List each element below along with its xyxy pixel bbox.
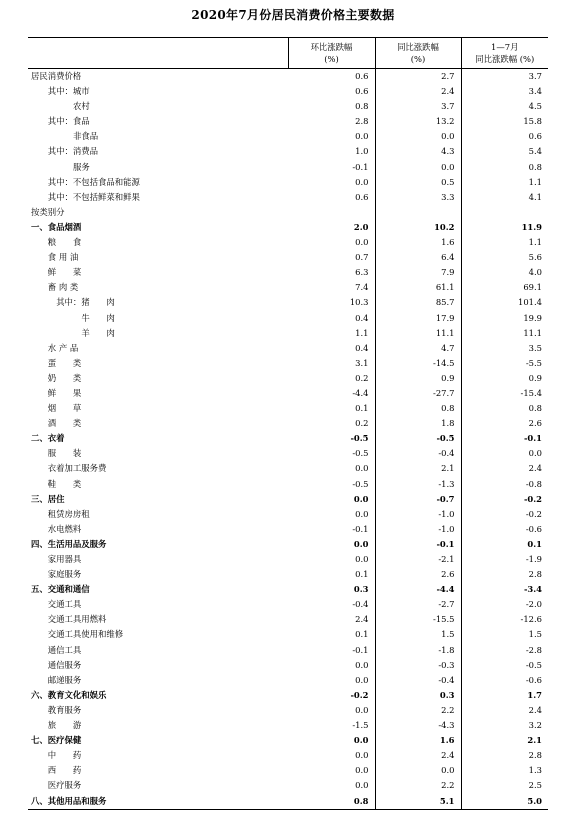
- row-yoy-value: 85.7: [375, 295, 461, 310]
- row-mom-value: 0.0: [288, 492, 375, 507]
- row-mom-value: 0.1: [288, 401, 375, 416]
- row-ytd-value: 4.1: [528, 191, 542, 202]
- row-label: 家庭服务: [47, 569, 82, 580]
- row-ytd-value: -1.9: [525, 554, 542, 564]
- row-yoy-value: -14.5: [375, 356, 461, 371]
- row-ytd-value: 1.1: [528, 176, 542, 187]
- row-ytd-value: 3.5: [528, 342, 542, 353]
- row-label: 酒 类: [47, 418, 82, 429]
- row-mom-value: 0.0: [288, 778, 375, 793]
- table-row: [28, 567, 548, 582]
- table-row: [28, 144, 548, 159]
- row-label: 交通工具用燃料: [47, 614, 107, 625]
- row-mom-value: 3.1: [288, 356, 375, 371]
- row-label: 服务: [73, 161, 90, 172]
- row-yoy-value: -0.5: [375, 431, 461, 446]
- row-ytd-value: -0.5: [525, 659, 542, 670]
- row-ytd-value: 2.1: [527, 735, 542, 746]
- row-mom-value: -0.1: [288, 160, 375, 175]
- row-yoy-value: -4.4: [375, 582, 461, 597]
- row-mom-value: 0.1: [288, 627, 375, 642]
- row-mom-value: 0.0: [288, 235, 375, 250]
- row-label: 服 装: [47, 448, 82, 459]
- row-yoy-value: 2.4: [375, 84, 461, 99]
- row-yoy-value: -0.4: [375, 446, 461, 461]
- table-row: [28, 477, 548, 492]
- table-row: [28, 658, 548, 673]
- row-ytd-value: 0.0: [528, 448, 542, 459]
- row-mom-value: 0.0: [288, 175, 375, 190]
- row-ytd-value: 5.4: [528, 146, 542, 157]
- row-mom-value: 0.0: [288, 552, 375, 567]
- row-yoy-value: 5.1: [375, 794, 461, 810]
- row-ytd-value: 1.5: [528, 629, 542, 640]
- row-label: 其中：不包括食品和能源: [47, 176, 140, 187]
- header-yoy-line2: (%): [410, 54, 426, 64]
- table-row: [28, 250, 548, 265]
- row-yoy-value: 6.4: [375, 250, 461, 265]
- row-label: 牛 肉: [81, 312, 115, 323]
- row-mom-value: 0.8: [288, 794, 375, 810]
- row-label: 家用器具: [47, 554, 82, 564]
- table-row: [28, 205, 548, 220]
- row-yoy-value: -2.1: [375, 552, 461, 567]
- row-mom-value: 2.4: [288, 612, 375, 627]
- row-ytd-value: 2.6: [528, 418, 542, 429]
- row-ytd-value: 2.5: [528, 780, 542, 791]
- table-row: [28, 160, 548, 175]
- table-row: [28, 220, 548, 235]
- row-ytd-value: 2.8: [528, 569, 542, 580]
- row-label: 其中：城市: [47, 86, 90, 97]
- row-mom-value: 0.7: [288, 250, 375, 265]
- row-mom-value: 0.4: [288, 311, 375, 326]
- row-mom-value: 0.6: [288, 84, 375, 99]
- row-label: 一、食品烟酒: [31, 221, 82, 232]
- row-yoy-value: 0.5: [375, 175, 461, 190]
- row-yoy-value: 2.6: [375, 567, 461, 582]
- row-mom-value: -0.4: [288, 597, 375, 612]
- row-label: 其中：猪 肉: [56, 297, 115, 308]
- table-row: [28, 401, 548, 416]
- row-mom-value: 2.8: [288, 114, 375, 129]
- table-row: [28, 794, 548, 810]
- row-yoy-value: 0.8: [375, 401, 461, 416]
- row-label: 食 用 油: [47, 252, 79, 263]
- row-ytd-value: 3.4: [528, 86, 542, 97]
- row-label: 交通工具: [47, 599, 82, 610]
- table-row: [28, 733, 548, 748]
- row-mom-value: 6.3: [288, 265, 375, 280]
- row-label: 水 产 品: [47, 342, 79, 353]
- table-row: [28, 84, 548, 99]
- row-ytd-value: 1.3: [528, 765, 542, 776]
- row-yoy-value: 17.9: [375, 311, 461, 326]
- header-ytd-line2: 同比涨跌幅 (%): [475, 54, 535, 64]
- row-yoy-value: -27.7: [375, 386, 461, 401]
- row-ytd-value: 2.4: [528, 463, 542, 474]
- row-label: 五、交通和通信: [31, 584, 90, 595]
- table-header-row: [28, 38, 548, 69]
- row-yoy-value: 0.3: [375, 688, 461, 703]
- row-yoy-value: -0.1: [375, 537, 461, 552]
- row-ytd-value: -15.4: [520, 387, 542, 398]
- row-mom-value: [288, 205, 375, 220]
- row-label: 三、居住: [31, 493, 65, 504]
- row-ytd-value: -3.4: [523, 584, 542, 595]
- row-mom-value: -4.4: [288, 386, 375, 401]
- row-mom-value: -0.2: [288, 688, 375, 703]
- table-row: [28, 326, 548, 341]
- row-mom-value: -0.1: [288, 643, 375, 658]
- row-label: 鲜 菜: [47, 267, 82, 278]
- row-ytd-value: 0.8: [528, 403, 542, 414]
- row-ytd-value: 1.1: [528, 237, 542, 248]
- row-mom-value: 0.0: [288, 537, 375, 552]
- row-ytd-value: 11.1: [523, 327, 542, 338]
- row-ytd-value: 69.1: [523, 282, 542, 293]
- table-row: [28, 537, 548, 552]
- table-row: [28, 69, 548, 85]
- row-yoy-value: 0.9: [375, 371, 461, 386]
- header-category: [28, 38, 288, 69]
- row-mom-value: 1.1: [288, 326, 375, 341]
- row-yoy-value: 10.2: [375, 220, 461, 235]
- row-mom-value: 0.8: [288, 99, 375, 114]
- row-yoy-value: 2.2: [375, 778, 461, 793]
- table-row: [28, 688, 548, 703]
- row-label: 二、衣着: [31, 433, 65, 444]
- row-mom-value: 0.0: [288, 673, 375, 688]
- row-ytd-value: -2.0: [525, 599, 542, 610]
- row-mom-value: 1.0: [288, 144, 375, 159]
- row-label: 八、其他用品和服务: [28, 794, 288, 810]
- table-row: [28, 175, 548, 190]
- row-yoy-value: -1.0: [375, 507, 461, 522]
- row-mom-value: -0.1: [288, 522, 375, 537]
- row-yoy-value: 2.1: [375, 461, 461, 476]
- row-label: 医疗服务: [47, 780, 82, 791]
- row-yoy-value: -2.7: [375, 597, 461, 612]
- row-mom-value: 0.2: [288, 371, 375, 386]
- row-label: 按类别分: [31, 206, 65, 217]
- row-label: 其中：消费品: [47, 146, 99, 157]
- table-row: [28, 597, 548, 612]
- row-ytd-value: 5.0: [461, 794, 548, 810]
- table-row: [28, 582, 548, 597]
- row-label: 七、医疗保健: [31, 735, 82, 746]
- row-mom-value: -0.5: [288, 431, 375, 446]
- table-row: [28, 627, 548, 642]
- row-yoy-value: 1.6: [375, 733, 461, 748]
- row-ytd-value: 11.9: [521, 221, 542, 232]
- row-ytd-value: 4.5: [528, 101, 542, 112]
- row-yoy-value: 2.2: [375, 703, 461, 718]
- row-yoy-value: 1.6: [375, 235, 461, 250]
- header-ytd: [461, 38, 548, 69]
- table-row: [28, 461, 548, 476]
- row-yoy-value: 1.8: [375, 416, 461, 431]
- header-mom: [288, 38, 375, 69]
- row-label: 教育服务: [47, 704, 82, 715]
- row-label: 农村: [73, 101, 90, 112]
- table-row: [28, 129, 548, 144]
- table-row: [28, 492, 548, 507]
- row-label: 水电燃料: [47, 523, 82, 534]
- row-yoy-value: 0.0: [375, 160, 461, 175]
- table-row: [28, 643, 548, 658]
- table-row: [28, 718, 548, 733]
- row-label: 粮 食: [47, 237, 82, 248]
- row-mom-value: 0.0: [288, 703, 375, 718]
- table-row: [28, 235, 548, 250]
- row-yoy-value: -1.3: [375, 477, 461, 492]
- row-ytd-value: 1.7: [527, 689, 542, 700]
- row-mom-value: 0.0: [288, 129, 375, 144]
- row-label: 租赁房房租: [47, 508, 90, 519]
- row-ytd-value: 3.7: [528, 71, 542, 81]
- table-row: [28, 371, 548, 386]
- row-yoy-value: -1.8: [375, 643, 461, 658]
- row-ytd-value: -0.6: [525, 674, 542, 685]
- row-yoy-value: 2.7: [375, 69, 461, 85]
- row-ytd-value: 3.2: [528, 720, 542, 731]
- row-yoy-value: 1.5: [375, 627, 461, 642]
- row-mom-value: 0.0: [288, 733, 375, 748]
- row-mom-value: 0.0: [288, 461, 375, 476]
- row-mom-value: 0.6: [288, 190, 375, 205]
- table-row: [28, 552, 548, 567]
- row-yoy-value: 2.4: [375, 748, 461, 763]
- table-row: [28, 311, 548, 326]
- row-label: 西 药: [47, 765, 82, 776]
- row-mom-value: 0.6: [288, 69, 375, 85]
- table-row: [28, 703, 548, 718]
- table-row: [28, 748, 548, 763]
- row-mom-value: 7.4: [288, 280, 375, 295]
- row-yoy-value: -15.5: [375, 612, 461, 627]
- header-mom-line2: (%): [324, 54, 339, 64]
- row-mom-value: 0.0: [288, 748, 375, 763]
- table-row: [28, 778, 548, 793]
- row-yoy-value: 0.0: [375, 129, 461, 144]
- row-ytd-value: -0.2: [525, 508, 542, 519]
- table-row: [28, 431, 548, 446]
- row-yoy-value: -0.4: [375, 673, 461, 688]
- row-label: 居民消费价格: [31, 71, 82, 81]
- row-mom-value: 0.4: [288, 341, 375, 356]
- row-yoy-value: 4.7: [375, 341, 461, 356]
- row-label: 鲜 果: [47, 387, 82, 398]
- header-mom-line1: 环比涨跌幅: [310, 42, 353, 52]
- row-label: 通信工具: [47, 644, 82, 655]
- row-label: 鞋 类: [47, 478, 82, 489]
- row-mom-value: -0.5: [288, 446, 375, 461]
- table-row: [28, 507, 548, 522]
- table-body: [28, 69, 548, 810]
- table-row: [28, 356, 548, 371]
- row-label: 衣着加工服务费: [47, 463, 107, 474]
- row-ytd-value: [461, 205, 548, 220]
- row-mom-value: 0.1: [288, 567, 375, 582]
- row-ytd-value: 0.9: [528, 372, 542, 383]
- row-ytd-value: 19.9: [523, 312, 542, 323]
- row-label: 交通工具使用和维修: [47, 629, 124, 640]
- row-yoy-value: -4.3: [375, 718, 461, 733]
- header-yoy-line1: 同比涨跌幅: [397, 42, 439, 52]
- row-label: 非食品: [73, 131, 99, 142]
- row-mom-value: 0.0: [288, 507, 375, 522]
- row-label: 羊 肉: [81, 327, 115, 338]
- row-ytd-value: 5.6: [528, 252, 542, 263]
- row-label: 四、生活用品及服务: [31, 538, 107, 549]
- row-ytd-value: -12.6: [520, 614, 542, 625]
- row-label: 中 药: [47, 750, 82, 761]
- table-row: [28, 612, 548, 627]
- row-yoy-value: -1.0: [375, 522, 461, 537]
- table-row: [28, 280, 548, 295]
- row-ytd-value: -2.8: [525, 644, 542, 655]
- row-yoy-value: 3.3: [375, 190, 461, 205]
- header-yoy: [375, 38, 461, 69]
- row-yoy-value: 7.9: [375, 265, 461, 280]
- table-row: [28, 114, 548, 129]
- table-row: [28, 416, 548, 431]
- row-label: 其中：食品: [47, 116, 90, 127]
- page-title: 2020年7月份居民消费价格主要数据: [191, 8, 395, 22]
- row-label: 奶 类: [47, 372, 82, 383]
- row-mom-value: 0.0: [288, 658, 375, 673]
- header-ytd-line1: 1—7月: [491, 42, 519, 52]
- row-ytd-value: 0.1: [527, 538, 542, 549]
- row-yoy-value: 61.1: [375, 280, 461, 295]
- row-mom-value: 0.2: [288, 416, 375, 431]
- table-row: [28, 295, 548, 310]
- row-mom-value: -0.5: [288, 477, 375, 492]
- row-yoy-value: 13.2: [375, 114, 461, 129]
- row-label: 畜 肉 类: [47, 282, 79, 293]
- row-ytd-value: 4.0: [528, 267, 542, 278]
- table-row: [28, 386, 548, 401]
- row-label: 旅 游: [47, 720, 82, 731]
- row-ytd-value: -0.6: [525, 523, 542, 534]
- row-ytd-value: -5.5: [525, 357, 542, 368]
- cpi-data-table: [28, 37, 548, 810]
- row-yoy-value: 11.1: [375, 326, 461, 341]
- row-yoy-value: -0.7: [375, 492, 461, 507]
- row-mom-value: 10.3: [288, 295, 375, 310]
- row-label: 烟 草: [47, 403, 82, 414]
- row-yoy-value: 0.0: [375, 763, 461, 778]
- table-row: [28, 99, 548, 114]
- row-label: 六、教育文化和娱乐: [31, 689, 107, 700]
- row-ytd-value: -0.2: [523, 493, 542, 504]
- row-label: 蛋 类: [47, 357, 82, 368]
- table-row: [28, 190, 548, 205]
- row-ytd-value: 101.4: [518, 297, 542, 308]
- table-row: [28, 341, 548, 356]
- row-yoy-value: -0.3: [375, 658, 461, 673]
- row-mom-value: 0.3: [288, 582, 375, 597]
- row-mom-value: -1.5: [288, 718, 375, 733]
- row-ytd-value: 0.6: [528, 131, 542, 142]
- row-ytd-value: -0.8: [525, 478, 542, 489]
- row-label: 通信服务: [47, 659, 82, 670]
- table-row: [28, 763, 548, 778]
- row-mom-value: 0.0: [288, 763, 375, 778]
- row-ytd-value: 2.8: [528, 750, 542, 761]
- row-mom-value: 2.0: [288, 220, 375, 235]
- row-ytd-value: 15.8: [523, 116, 542, 127]
- row-label: 邮递服务: [47, 674, 82, 685]
- row-yoy-value: [375, 205, 461, 220]
- table-row: [28, 446, 548, 461]
- row-yoy-value: 4.3: [375, 144, 461, 159]
- table-row: [28, 522, 548, 537]
- row-ytd-value: -0.1: [523, 433, 542, 444]
- table-row: [28, 265, 548, 280]
- row-label: 其中：不包括鲜菜和鲜果: [47, 191, 140, 202]
- row-ytd-value: 0.8: [528, 161, 542, 172]
- row-yoy-value: 3.7: [375, 99, 461, 114]
- row-ytd-value: 2.4: [528, 704, 542, 715]
- table-row: [28, 673, 548, 688]
